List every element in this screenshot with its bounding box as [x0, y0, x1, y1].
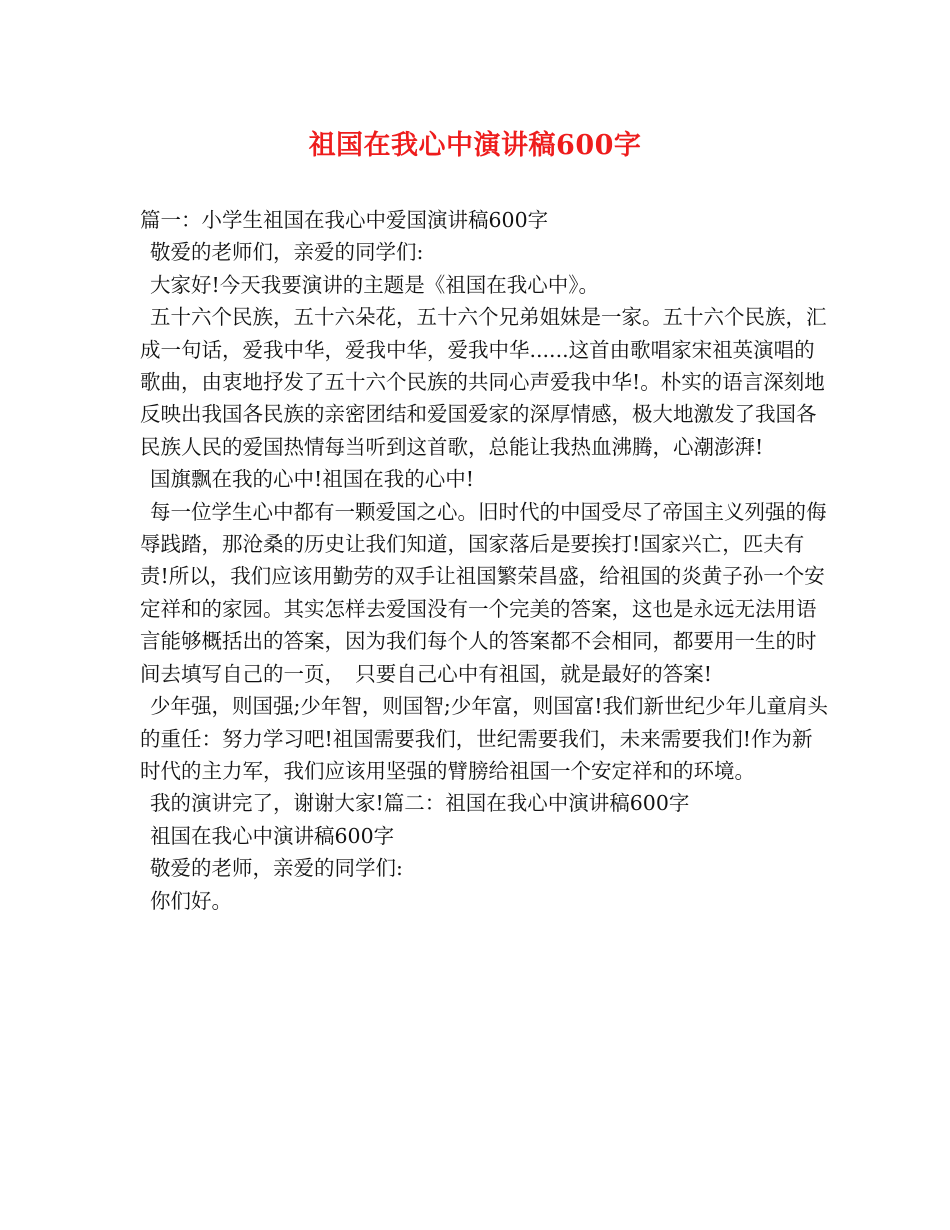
paragraph-intro: 大家好!今天我要演讲的主题是《祖国在我心中》。	[150, 272, 599, 297]
document-body	[140, 204, 830, 917]
paragraph-greeting: 你们好。	[150, 888, 232, 913]
paragraph-body: 少年强，则国强;少年智，则国智;少年富，则国富!我们新世纪少年儿童肩头的重任：努力学习吧!祖国需要我们，世纪需要我们，未来需要我们!作为新时代的主力军，我们应该用坚强的臂膀给祖国一个安定祥和的环境。	[140, 694, 829, 783]
paragraph-body: 每一位学生心中都有一颗爱国之心。旧时代的中国受尽了帝国主义列强的侮辱践踏，那沧桑的历史让我们知道，国家落后是要挨打!国家兴亡，匹夫有责!所以，我们应该用勤劳的双手让祖国繁荣昌盛，给祖国的炎黄子孙一个安定祥和的家园。其实怎样去爱国没有一个完美的答案，这也是永远无法用语言能够概括出的答案，因为我们每个人的答案都不会相同，都要用一生的时间去填写自己的一页， 只要自己心中有祖国，就是最好的答案!	[140, 499, 827, 686]
paragraph-greeting: 敬爱的老师，亲爱的同学们:	[150, 856, 403, 881]
paragraph-subtitle: 祖国在我心中演讲稿600字	[150, 823, 395, 848]
paragraph-greeting: 敬爱的老师们，亲爱的同学们:	[150, 240, 424, 265]
paragraph-body: 国旗飘在我的心中!祖国在我的心中!	[150, 467, 474, 492]
paragraph-closing: 我的演讲完了，谢谢大家!篇二：祖国在我心中演讲稿600字	[150, 791, 690, 816]
paragraph-section-heading: 篇一：小学生祖国在我心中爱国演讲稿600字	[140, 208, 549, 232]
document-title: 祖国在我心中演讲稿600字	[308, 130, 642, 161]
paragraph-body: 五十六个民族，五十六朵花，五十六个兄弟姐妹是一家。五十六个民族，汇成一句话，爱我中华，爱我中华，爱我中华......这首由歌唱家宋祖英演唱的歌曲，由衷地抒发了五十六个民族的共同心声爱我中华!。朴实的语言深刻地反映出我国各民族的亲密团结和爱国爱家的深厚情感，极大地激发了我国各民族人民的爱国热情每当听到这首歌，总能让我热血沸腾，心潮澎湃!	[140, 305, 827, 459]
